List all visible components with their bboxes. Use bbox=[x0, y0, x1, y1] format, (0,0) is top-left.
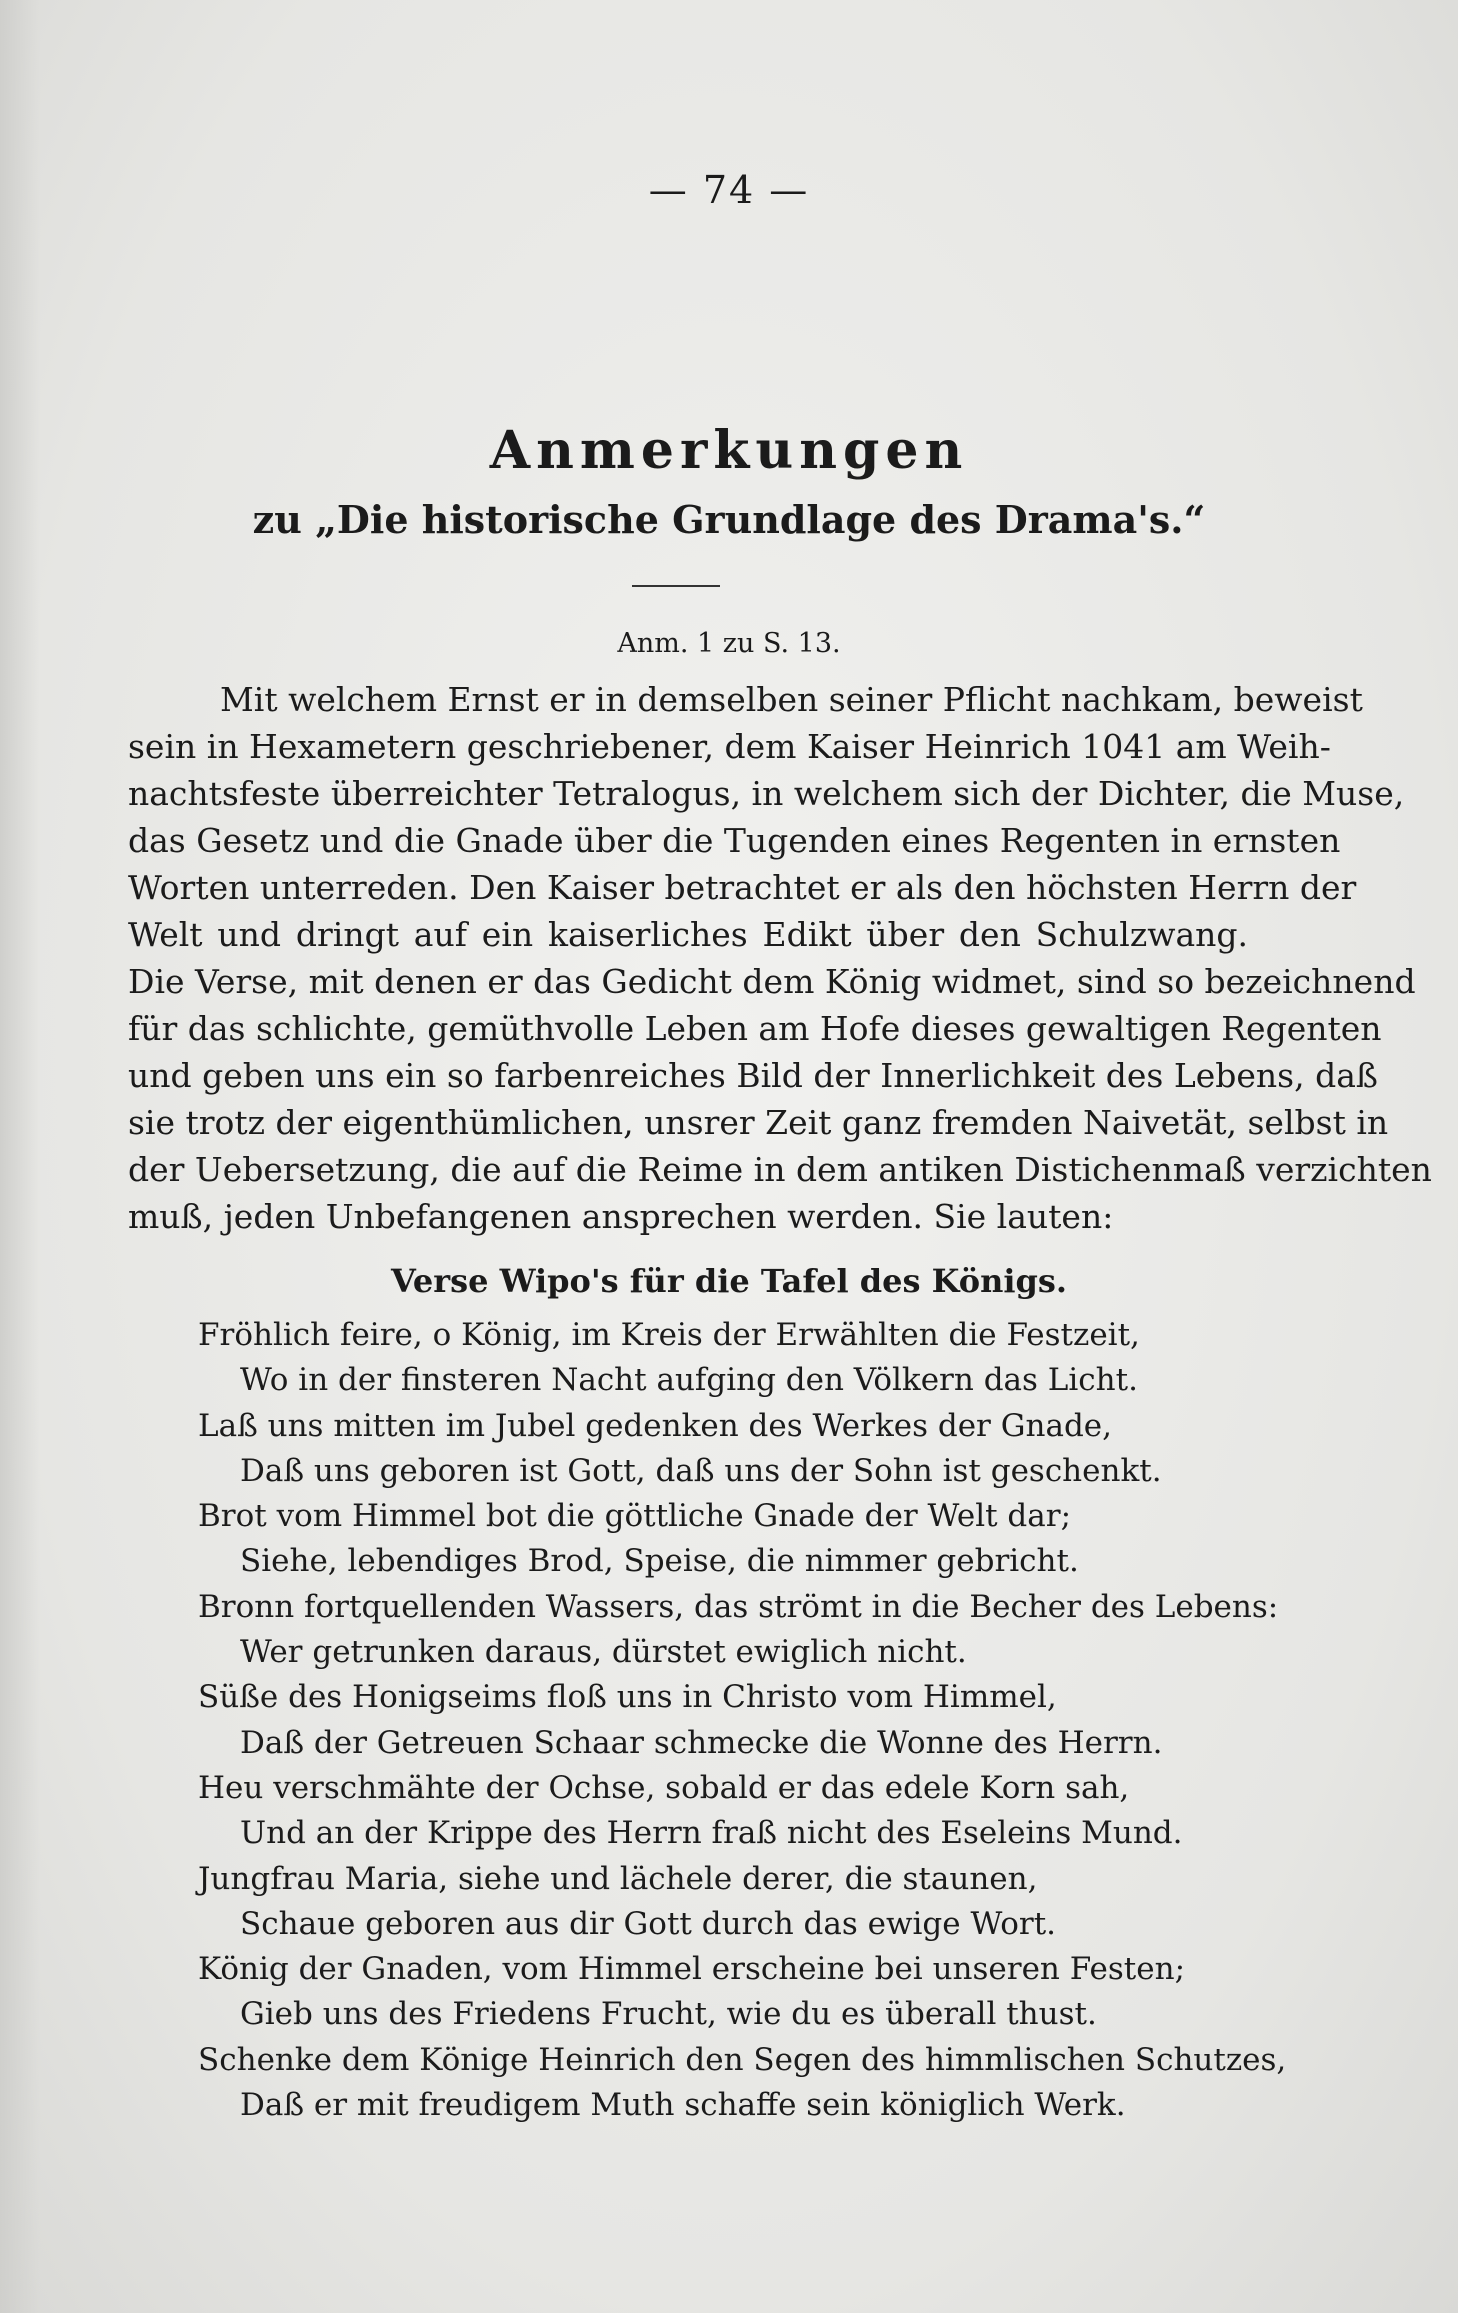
paragraph bbox=[128, 676, 1432, 1240]
paragraph-line: für das schlichte, gemüthvolle Leben am Hofe dieses gewaltigen Regenten bbox=[128, 1009, 1382, 1048]
section-subtitle: zu „Die historische Grundlage des Drama's.“ bbox=[252, 497, 1206, 542]
paragraph-line: Mit welchem Ernst er in demselben seiner Pflicht nachkam, beweist bbox=[220, 680, 1363, 719]
verse-line: Heu verschmähte der Ochse, sobald er das edele Korn sah, bbox=[198, 1769, 1130, 1806]
verse-line: Siehe, lebendiges Brod, Speise, die nimmer gebricht. bbox=[240, 1543, 1079, 1580]
verse-line: Gieb uns des Friedens Frucht, wie du es überall thust. bbox=[240, 1996, 1097, 2033]
verse-line: Daß er mit freudigem Muth schaffe sein königlich Werk. bbox=[240, 2087, 1126, 2124]
paragraph-line: der Uebersetzung, die auf die Reime in dem antiken Distichenmaß verzichten bbox=[128, 1150, 1432, 1189]
paragraph-line: und geben uns ein so farbenreiches Bild der Innerlichkeit des Lebens, daß bbox=[128, 1056, 1378, 1095]
paragraph-line: nachtsfeste überreichter Tetralogus, in welchem sich der Dichter, die Muse, bbox=[128, 774, 1405, 813]
verse-line: Daß uns geboren ist Gott, daß uns der Sohn ist geschenkt. bbox=[240, 1452, 1162, 1489]
page-number: — 74 — bbox=[648, 168, 810, 212]
verse-line: Brot vom Himmel bot die göttliche Gnade der Welt dar; bbox=[198, 1498, 1072, 1535]
note-reference: Anm. 1 zu S. 13. bbox=[617, 628, 841, 659]
verse-line: Süße des Honigseims floß uns in Christo vom Himmel, bbox=[198, 1679, 1057, 1716]
title-divider bbox=[632, 585, 720, 587]
verse-line: Fröhlich feire, o König, im Kreis der Erwählten die Festzeit, bbox=[198, 1317, 1140, 1353]
section-title: Anmerkungen bbox=[489, 420, 969, 481]
page-edge-shadow bbox=[0, 0, 40, 2313]
verse-line: Schaue geboren aus dir Gott durch das ewige Wort. bbox=[240, 1905, 1057, 1942]
paragraph-line: sie trotz der eigenthümlichen, unsrer Zeit ganz fremden Naivetät, selbst in bbox=[128, 1103, 1389, 1142]
verse-line: Bronn fortquellenden Wassers, das strömt in die Becher des Lebens: bbox=[198, 1588, 1279, 1625]
verse-line: Jungfrau Maria, siehe und lächele derer, die staunen, bbox=[198, 1860, 1038, 1897]
paragraph-line: muß, jeden Unbefangenen ansprechen werden. Sie lauten: bbox=[128, 1197, 1114, 1236]
verse-line: Wer getrunken daraus, dürstet ewiglich nicht. bbox=[240, 1634, 967, 1671]
verse-line: Und an der Krippe des Herrn fraß nicht des Eseleins Mund. bbox=[240, 1815, 1183, 1852]
verse-line: Laß uns mitten im Jubel gedenken des Werkes der Gnade, bbox=[198, 1407, 1112, 1444]
paragraph-line: das Gesetz und die Gnade über die Tugenden eines Regenten in ernsten bbox=[128, 821, 1341, 860]
paragraph-line: Welt und dringt auf ein kaiserliches Edikt über den Schulzwang. bbox=[128, 915, 1248, 954]
verse-line: König der Gnaden, vom Himmel erscheine bei unseren Festen; bbox=[198, 1951, 1186, 1988]
verse-line: Wo in der finsteren Nacht aufging den Völkern das Licht. bbox=[240, 1362, 1138, 1399]
verse-heading: Verse Wipo's für die Tafel des Königs. bbox=[390, 1262, 1068, 1300]
paragraph-line: sein in Hexametern geschriebener, dem Kaiser Heinrich 1041 am Weih- bbox=[128, 727, 1331, 766]
paragraph-line: Die Verse, mit denen er das Gedicht dem König widmet, sind so bezeichnend bbox=[128, 962, 1416, 1001]
verse-line: Daß der Getreuen Schaar schmecke die Wonne des Herrn. bbox=[240, 1724, 1163, 1761]
paragraph-line: Worten unterreden. Den Kaiser betrachtet er als den höchsten Herrn der bbox=[128, 868, 1357, 907]
verse-block bbox=[198, 1313, 1287, 2128]
verse-line: Schenke dem Könige Heinrich den Segen des himmlischen Schutzes, bbox=[198, 2041, 1287, 2078]
